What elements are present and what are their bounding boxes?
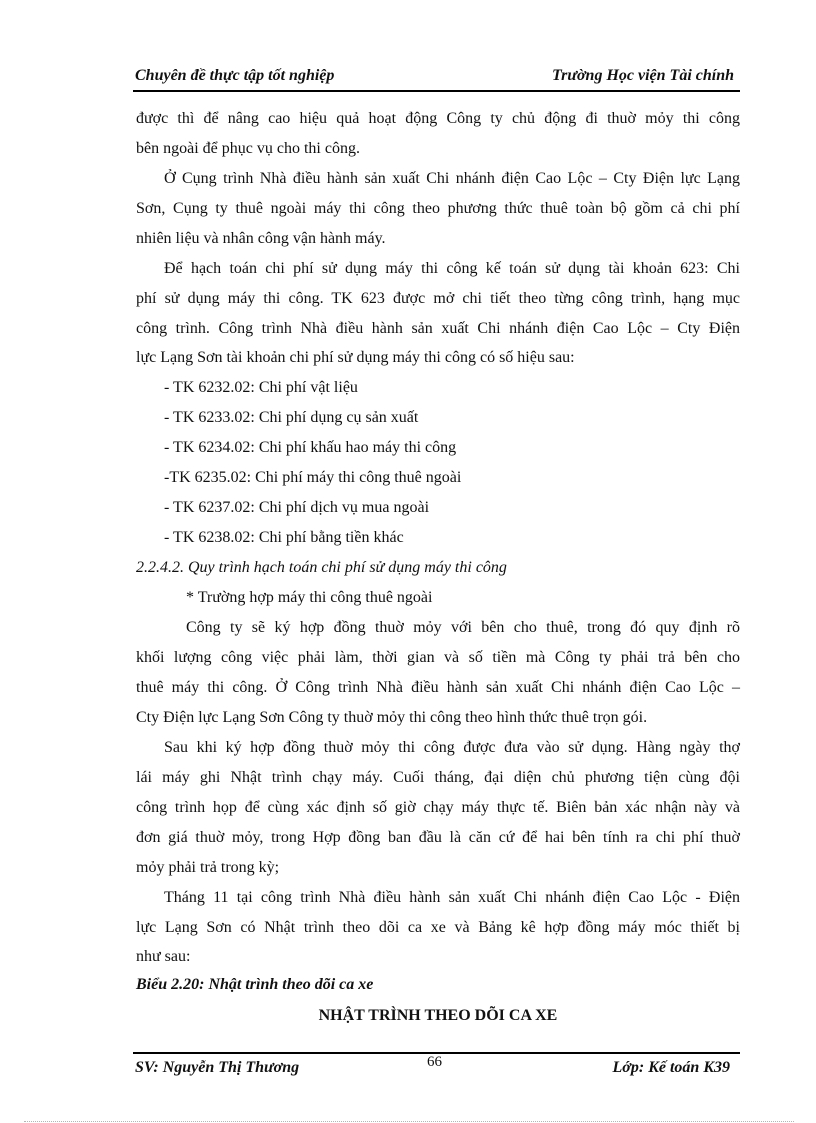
section-heading: 2.2.4.2. Quy trình hạch toán chi phí sử dụng máy thi công <box>136 559 507 576</box>
body-line: Công ty sẽ ký hợp đồng thuờ mỏy với bên cho thuê, trong đó quy định rõ <box>186 619 740 636</box>
body-line: Ở Cụng trình Nhà điều hành sản xuất Chi nhánh điện Cao Lộc – Cty Điện lực Lạng <box>164 170 740 187</box>
account-list-item: - TK 6237.02: Chi phí dịch vụ mua ngoài <box>164 499 430 516</box>
body-line: Sơn, Cụng ty thuê ngoài máy thi công theo phương thức thuê toàn bộ gồm cả chi phí <box>136 200 740 217</box>
body-line: mỏy phải trả trong kỳ; <box>136 859 280 876</box>
account-list-item: - TK 6234.02: Chi phí khấu hao máy thi công <box>164 439 457 456</box>
body-line: được thì để nâng cao hiệu quả hoạt động Công ty chủ động đi thuờ mỏy thi công <box>136 110 740 127</box>
body-line: lực Lạng Sơn tài khoản chi phí sử dụng máy thi công có số hiệu sau: <box>136 349 575 366</box>
body-line: phí sử dụng máy thi công. TK 623 được mở chi tiết theo từng công trình, hạng mục <box>136 290 740 307</box>
body-line: công trình. Công trình Nhà điều hành sản xuất Chi nhánh điện Cao Lộc – Cty Điện <box>136 320 740 337</box>
body-line: khối lượng công việc phải làm, thời gian và số tiền mà Công ty phải trả bên cho <box>136 649 740 666</box>
header-right-title: Trường Học viện Tài chính <box>551 67 734 84</box>
body-line: công trình họp để cùng xác định số giờ chạy máy thực tế. Biên bản xác nhận này và <box>136 799 740 816</box>
table-title: NHẬT TRÌNH THEO DÕI CA XE <box>318 1007 558 1024</box>
body-line: Sau khi ký hợp đồng thuờ mỏy thi công được đưa vào sử dụng. Hàng ngày thợ <box>164 739 740 756</box>
page-edge-divider <box>24 1121 794 1122</box>
body-line: Cty Điện lực Lạng Sơn Công ty thuờ mỏy thi công theo hình thức thuê trọn gói. <box>136 709 648 726</box>
body-line: lực Lạng Sơn có Nhật trình theo dõi ca xe và Bảng kê hợp đồng máy móc thiết bị <box>136 919 740 936</box>
body-line: thuê máy thi công. Ở Công trình Nhà điều hành sản xuất Chi nhánh điện Cao Lộc – <box>136 679 740 696</box>
header-left-title: Chuyên đề thực tập tốt nghiệp <box>135 67 335 84</box>
account-list-item: - TK 6238.02: Chi phí bằng tiền khác <box>164 529 404 546</box>
body-line: như sau: <box>136 948 191 965</box>
body-line: lái máy ghi Nhật trình chạy máy. Cuối tháng, đại diện chủ phương tiện cùng đội <box>136 769 740 786</box>
body-line: Để hạch toán chi phí sử dụng máy thi công kế toán sử dụng tài khoản 623: Chi <box>164 260 740 277</box>
page-number: 66 <box>427 1054 442 1070</box>
page-footer <box>133 1052 740 1082</box>
footer-student-name: SV: Nguyễn Thị Thương <box>135 1059 300 1076</box>
account-list-item: - TK 6232.02: Chi phí vật liệu <box>164 379 358 396</box>
body-line: nhiên liệu và nhân công vận hành máy. <box>136 230 386 247</box>
page-header <box>133 64 740 92</box>
body-line: Tháng 11 tại công trình Nhà điều hành sản xuất Chi nhánh điện Cao Lộc - Điện <box>164 889 740 906</box>
figure-caption: Biểu 2.20: Nhật trình theo dõi ca xe <box>136 976 374 993</box>
sub-heading: * Trường hợp máy thi công thuê ngoài <box>186 589 433 606</box>
account-list-item: - TK 6233.02: Chi phí dụng cụ sản xuất <box>164 409 419 426</box>
body-line: bên ngoài để phục vụ cho thi công. <box>136 140 360 157</box>
body-line: đơn giá thuờ mỏy, trong Hợp đồng ban đầu là căn cứ để hai bên tính ra chi phí thuờ <box>136 829 740 846</box>
footer-class: Lớp: Kế toán K39 <box>612 1059 730 1076</box>
account-list-item: -TK 6235.02: Chi phí máy thi công thuê ngoài <box>164 469 462 486</box>
